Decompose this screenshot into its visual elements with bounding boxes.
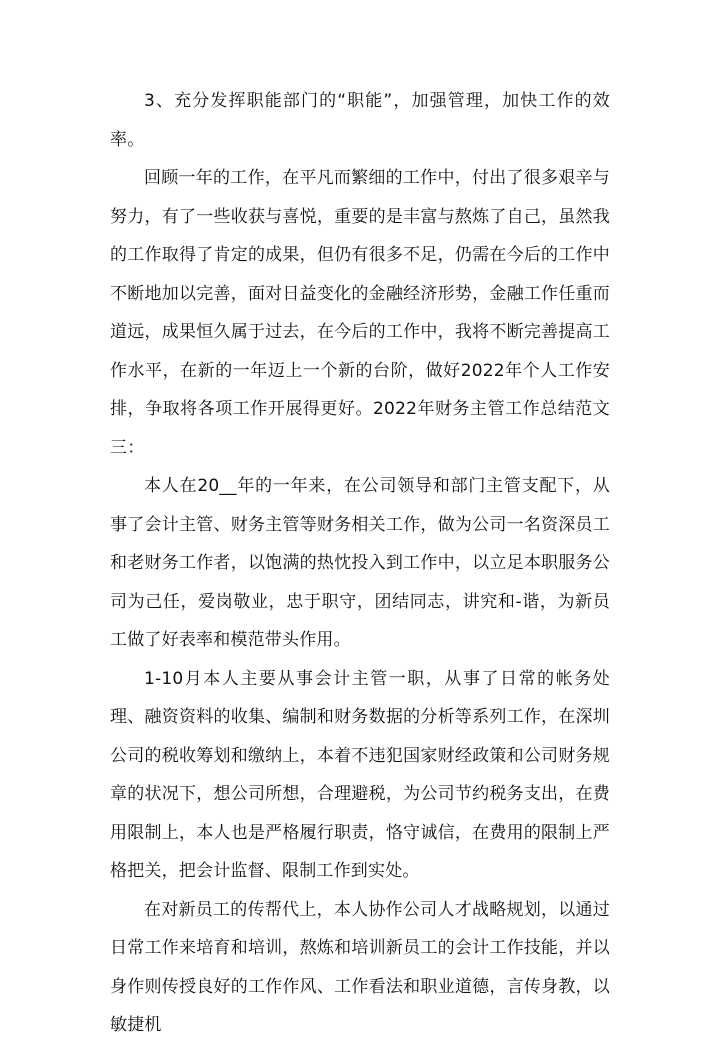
paragraph-item-3: 3、充分发挥职能部门的“职能”，加强管理，加快工作的效率。 bbox=[110, 91, 610, 150]
paragraph-personal-intro: 本人在20__年的一年来，在公司领导和部门主管支配下，从事了会计主管、财务主管等财务相关工作，做为公司一名资深员工和老财务工作者，以饱满的热忱投入到工作中，以立足本职服务公司为己任，爱岗敬业，忠于职守，团结同志，讲究和-谐，为新员工做了好表率和模范带头作用。 bbox=[110, 476, 610, 650]
paragraph-review-summary: 回顾一年的工作，在平凡而繁细的工作中，付出了很多艰辛与努力，有了一些收获与喜悦，重要的是丰富与熬炼了自己，虽然我的工作取得了肯定的成果，但仍有很多不足，仍需在今后的工作中不断地加以完善，面对日益变化的金融经济形势，金融工作任重而道远，成果恒久属于过去，在今后的工作中，我将不断完善提高工作水平，在新的一年迈上一个新的台阶，做好2022年个人工作安排，争取将各项工作开展得更好。2022年财务主管工作总结范文三： bbox=[110, 168, 610, 458]
paragraph-mentoring: 在对新员工的传帮代上，本人协作公司人才战略规划，以通过日常工作来培育和培训，熬炼和培训新员工的会计工作技能，并以身作则传授良好的工作作风、工作看法和职业道德，言传身教，以敏捷机 bbox=[110, 899, 610, 1035]
document-body bbox=[110, 82, 610, 1045]
paragraph-accounting-duties: 1-10月本人主要从事会计主管一职，从事了日常的帐务处理、融资资料的收集、编制和财务数据的分析等系列工作，在深圳公司的税收筹划和缴纳上，本着不违犯国家财经政策和公司财务规章的状况下，想公司所想，合理避税，为公司节约税务支出，在费用限制上，本人也是严格履行职责，恪守诚信，在费用的限制上严格把关，把会计监督、限制工作到实处。 bbox=[110, 668, 610, 881]
